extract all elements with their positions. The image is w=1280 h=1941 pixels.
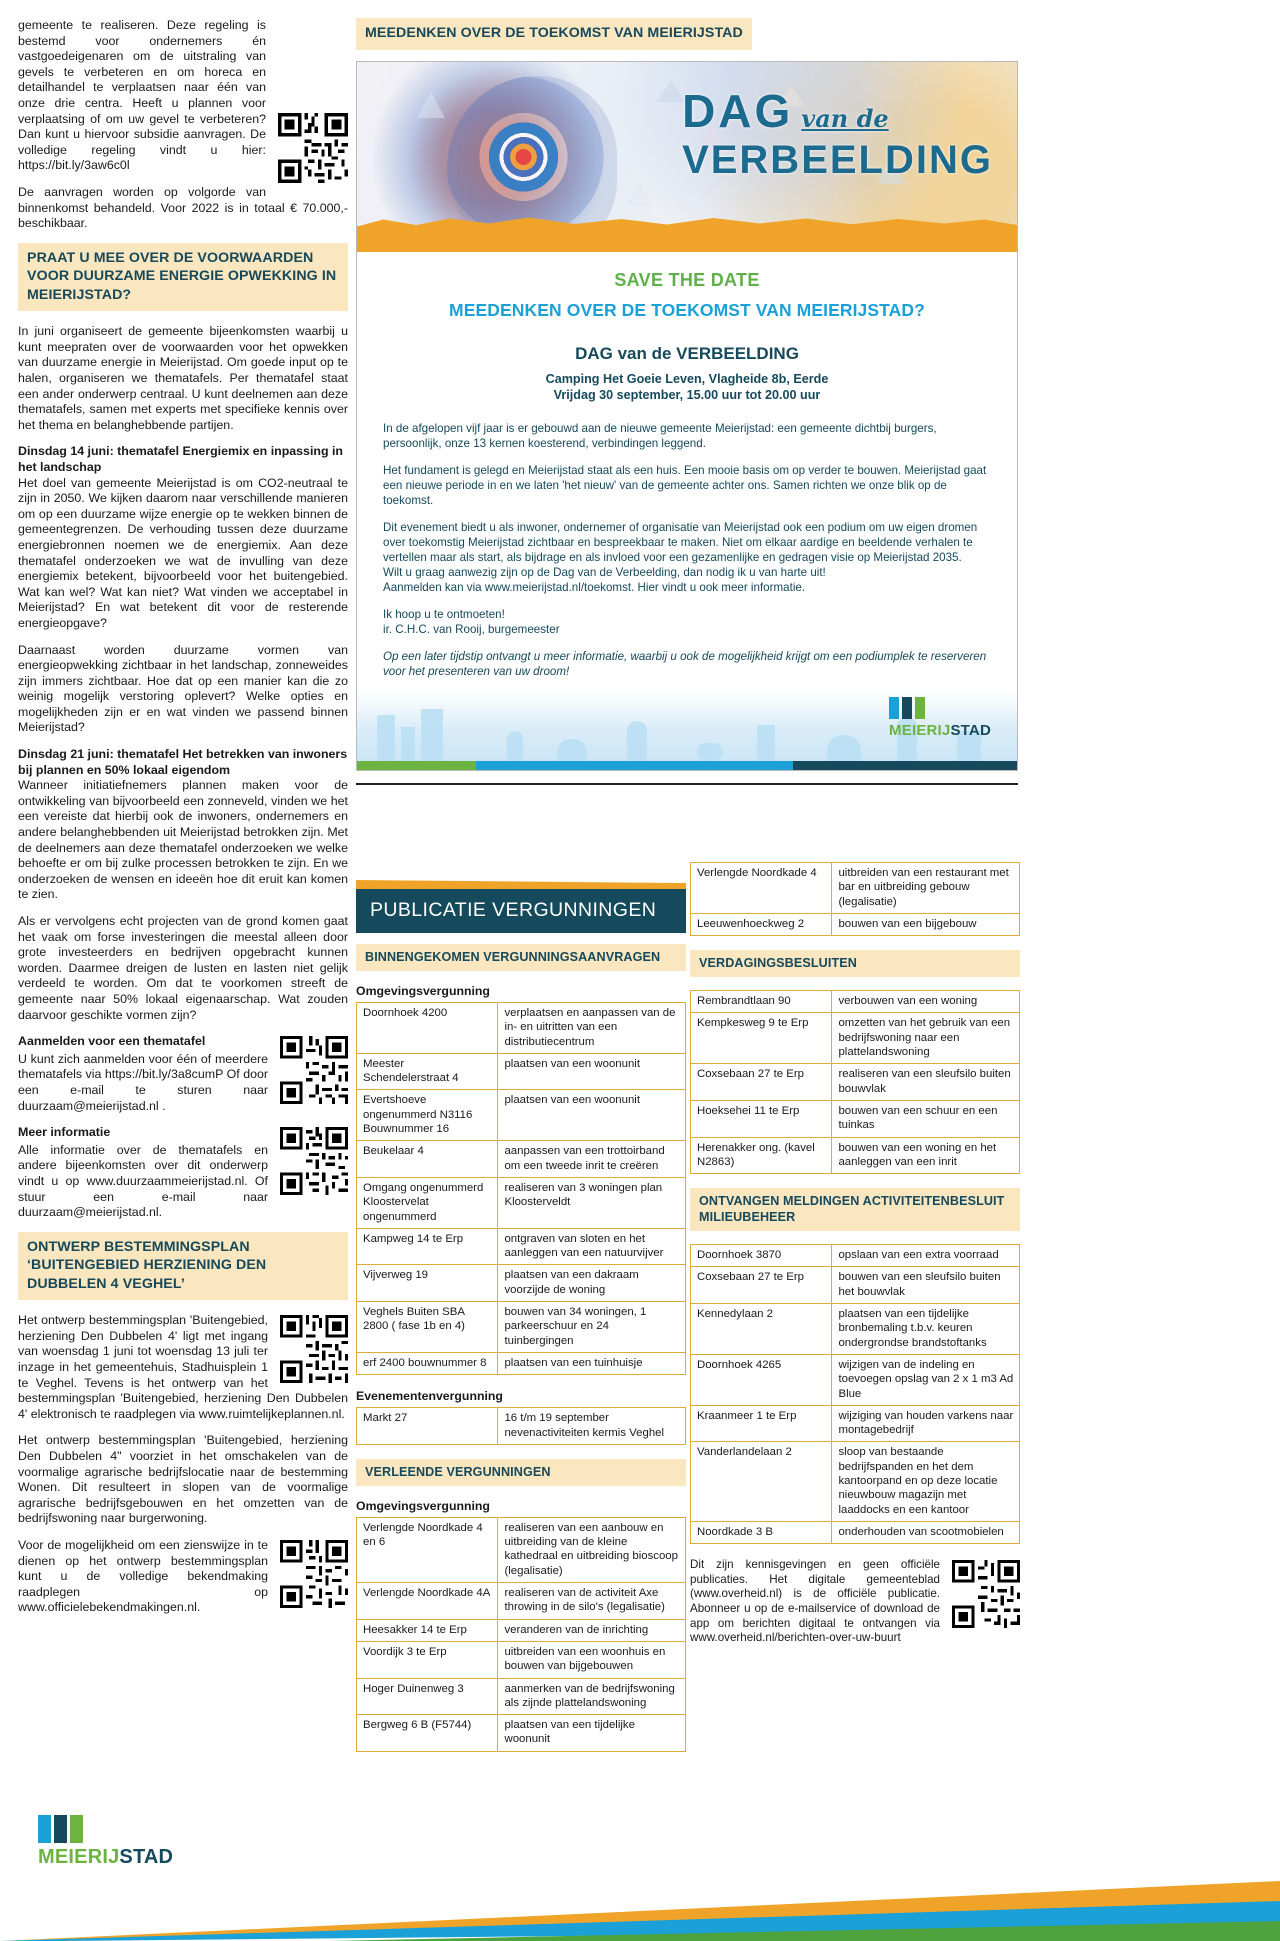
permit-description: bouwen van 34 woningen, 1 parkeerschuur en 24 tuinbergingen bbox=[498, 1302, 686, 1353]
group-label-omgevingsvergunning-2: Omgevingsvergunning bbox=[356, 1498, 490, 1513]
permit-location: Verlengde Noordkade 4 bbox=[691, 863, 832, 914]
permit-description: uitbreiden van een woonhuis en bouwen van bijgebouwen bbox=[498, 1641, 686, 1678]
permit-location: Rembrandtlaan 90 bbox=[691, 991, 832, 1013]
energy-sub1-paragraph-2: Daarnaast worden duurzame vormen van energieopwekking zichtbaar in het landschap, zonneweides zijn immers zichtbaar. Hoe dat op een manier kan die zo weinig mogelijk verstoring oplevert? Welke opties en mogelijkheden zijn er en wat vinden we passend binnen Meierijstad? bbox=[18, 642, 348, 735]
permit-location: Hoeksehei 11 te Erp bbox=[691, 1100, 832, 1137]
permit-description: plaatsen van een woonunit bbox=[498, 1053, 686, 1090]
table-body-evenementen bbox=[357, 1408, 686, 1445]
table-body-meldingen bbox=[691, 1245, 1020, 1544]
poster-signature: ir. C.H.C. van Rooij, burgemeester bbox=[383, 622, 560, 636]
poster-paragraph-2: Het fundament is gelegd en Meierijstad staat als een huis. Een mooie basis om op verder te bouwen. Meierijstad gaat een nieuwe periode in en we laten 'het nieuw' van de gemeente achter ons. Samen richten we onze blik op de toekomst. bbox=[383, 463, 987, 507]
table-row bbox=[691, 1064, 1020, 1101]
permit-location: Doornhoek 3870 bbox=[691, 1245, 832, 1267]
orange-band bbox=[357, 226, 1017, 252]
permit-location: Meester Schendelerstraat 4 bbox=[357, 1053, 498, 1090]
permit-description: aanmerken van de bedrijfswoning als zijnde plattelandswoning bbox=[498, 1678, 686, 1715]
table-event-permits bbox=[356, 1407, 686, 1445]
poster-artwork bbox=[357, 62, 1017, 252]
heading-verdagingsbesluiten: VERDAGINGSBESLUITEN bbox=[690, 950, 1020, 977]
signup-text: U kunt zich aanmelden voor één of meerdere thematafels via https://bit.ly/3a8cumP Of door een e-mail te sturen naar duurzaam@meierijstad.nl . bbox=[18, 1051, 268, 1113]
poster-event-name: DAG van de VERBEELDING bbox=[575, 343, 799, 363]
intro-paragraph-1: gemeente te realiseren. Deze regeling is bestemd voor ondernemers én vastgoedeigenaren om de uitstraling van gevels te verbeteren en om horeca en detailhandel te verplaatsen naar één van onze drie centra. Heeft u plannen voor verplaatsing of om uw gevel te verbeteren? Dan kunt u hiervoor subsidie aanvragen. De volledige regeling vindt u hier: https://bit.ly/3aw6c0l bbox=[18, 18, 266, 173]
energy-sub2-paragraph-1: Wanneer initiatiefnemers plannen maken voor de ontwikkeling van bijvoorbeeld een zonneveld, vinden we het een vereiste dat hierbij ook de inwoners, ondernemers en andere belanghebbenden uit Meierijstad betrokken zijn. Met de deelnemers aan deze thematafel onderzoeken we welke behoefte er om bij zulke processen betrokken te zijn. En we onderzoeken de wensen en ideeën hoe dit eruit kan komen te zien. bbox=[18, 778, 348, 902]
permit-location: Noordkade 3 B bbox=[691, 1521, 832, 1543]
table-row bbox=[691, 1304, 1020, 1355]
poster-paragraph-3: Dit evenement biedt u als inwoner, ondernemer of organisatie van Meierijstad ook een podium om uw eigen dromen over toekomstig Meierijstad zichtbaar en bespreekbaar te maken. Niet om elkaar aardige en beeldende verhalen te vertellen maar als start, als bijdrage en als invloed voor een gezamenlijke en gedragen visie op Meierijstad 2035. bbox=[383, 520, 978, 564]
permit-description: sloop van bestaande bedrijfspanden en het dem kantoorpand en op deze locatie nieuwbouw magazijn met laaddocks en een kantoor bbox=[832, 1442, 1020, 1521]
permit-location: Coxsebaan 27 te Erp bbox=[691, 1064, 832, 1101]
table-row bbox=[357, 1090, 686, 1141]
qr-code-bestemmingsplan[interactable] bbox=[280, 1315, 348, 1383]
official-publication-notice: Dit zijn kennisgevingen en geen officiële publicaties. Het digitale gemeenteblad (www.overheid.nl) is de officiële publicatie. Abonneer u op de e-mailservice of download de app om berichten digitaal te ontvangen via www.overheid.nl/berichten-over-uw-buurt bbox=[690, 1558, 940, 1645]
publicatie-vergunningen-banner bbox=[356, 880, 686, 933]
table-row bbox=[691, 1013, 1020, 1064]
group-label-evenementenvergunning: Evenementenvergunning bbox=[356, 1389, 503, 1404]
poster-paragraph-4: Wilt u graag aanwezig zijn op de Dag van de Verbeelding, dan nodig ik u van harte uit! bbox=[383, 565, 826, 579]
table-row bbox=[691, 1137, 1020, 1174]
footer-logo-bars-icon bbox=[38, 1815, 173, 1843]
table-row bbox=[357, 1053, 686, 1090]
table-row bbox=[691, 1405, 1020, 1442]
permit-location: Herenakker ong. (kavel N2863) bbox=[691, 1137, 832, 1174]
poster-title-vande: van de bbox=[801, 103, 889, 133]
table-row bbox=[357, 1265, 686, 1302]
energy-sub2-paragraph-2: Als er vervolgens echt projecten van de grond komen gaat het vaak om forse investeringen die meestal alleen door grote investeerders en bedrijven opgebracht kunnen worden. Daarmee dreigen de lusten en lasten niet gelijk verdeeld te worden. Om dat te voorkomen streeft de gemeente naar 50% lokaal eigenaarschap. Wat zouden daarvoor geschikte vormen zijn? bbox=[18, 914, 348, 1022]
table-body-verdaging bbox=[691, 991, 1020, 1174]
table-row bbox=[691, 1521, 1020, 1543]
table-row bbox=[691, 863, 1020, 914]
table-row bbox=[357, 1583, 686, 1620]
permit-description: realiseren van 3 woningen plan Kloosterveldt bbox=[498, 1177, 686, 1228]
heading-binnengekomen: BINNENGEKOMEN VERGUNNINGSAANVRAGEN bbox=[356, 944, 686, 971]
poster-location: Camping Het Goeie Leven, Vlagheide 8b, Eerde bbox=[545, 371, 829, 386]
table-row bbox=[357, 1003, 686, 1054]
permit-description: onderhouden van scootmobielen bbox=[832, 1521, 1020, 1543]
permit-location: Coxsebaan 27 te Erp bbox=[691, 1267, 832, 1304]
qr-code-aanmelden[interactable] bbox=[280, 1036, 348, 1104]
table-meldingen bbox=[690, 1244, 1020, 1544]
poster-closing-note: Op een later tijdstip ontvangt u meer informatie, waarbij u ook de mogelijkheid krijgt om een podiumplek te reserveren voor het presenteren van uw droom! bbox=[383, 649, 987, 678]
zoning-paragraph-1: Het ontwerp bestemmingsplan 'Buitengebied, herziening Den Dubbelen 4' ligt met ingang van woensdag 1 juni tot woensdag 13 juli ter inzage in het gemeentehuis, Stadhuisplein 1 te Veghel. Tevens is het ontwerp van het bestemmingsplan 'Buitengebied, herziening Den Dubbelen 4' elektronisch te raadplegen via www.ruimtelijkeplannen.nl. bbox=[18, 1313, 348, 1421]
energy-sub1-paragraph-1: Het doel van gemeente Meierijstad is om CO2-neutraal te zijn in 2050. We kijken daarom naar verschillende manieren om op een duurzame wijze energie op te wekken binnen de gemeentegrenzen. De verhouding tussen deze duurzame energiebronnen noemen we de energiemix. Aan deze thematafel onderzoeken we wat de invulling van deze energiemix betekent, bijvoorbeeld voor het buitengebied. Wat kan wel? Wat kan niet? Wat vinden we acceptabel in Meierijstad? En wat betekent dit voor de resterende energieopgave? bbox=[18, 475, 348, 630]
permit-description: realiseren van een sleufsilo buiten bouwvlak bbox=[832, 1064, 1020, 1101]
permit-location: Evertshoeve ongenummerd N3116 Bouwnummer 16 bbox=[357, 1090, 498, 1141]
permit-description: uitbreiden van een restaurant met bar en uitbreiding gebouw (legalisatie) bbox=[832, 863, 1020, 914]
permit-location: Markt 27 bbox=[357, 1408, 498, 1445]
banner-title: PUBLICATIE VERGUNNINGEN bbox=[356, 889, 686, 933]
permit-location: Doornhoek 4265 bbox=[691, 1354, 832, 1405]
permit-description: 16 t/m 19 september nevenactiviteiten kermis Veghel bbox=[498, 1408, 686, 1445]
permit-location: Heesakker 14 te Erp bbox=[357, 1619, 498, 1641]
permit-location: Hoger Duinenweg 3 bbox=[357, 1678, 498, 1715]
permit-location: Leeuwenhoeckweg 2 bbox=[691, 913, 832, 935]
qr-code-overheid[interactable] bbox=[952, 1560, 1020, 1628]
qr-code-gevelfonds[interactable] bbox=[278, 113, 348, 183]
footer-color-stripes bbox=[0, 1851, 1280, 1941]
permit-description: plaatsen van een woonunit bbox=[498, 1090, 686, 1141]
permit-location: Voordijk 3 te Erp bbox=[357, 1641, 498, 1678]
table-row bbox=[691, 1100, 1020, 1137]
permit-description: ontgraven van sloten en het aanleggen van een natuurvijver bbox=[498, 1228, 686, 1265]
permit-description: verplaatsen en aanpassen van de in- en uitritten van een distributiecentrum bbox=[498, 1003, 686, 1054]
poster-column bbox=[356, 18, 1018, 785]
table-row bbox=[691, 1267, 1020, 1304]
heading-verleende-vergunningen: VERLEENDE VERGUNNINGEN bbox=[356, 1459, 686, 1486]
event-poster bbox=[356, 61, 1018, 771]
poster-title-verbeelding: VERBEELDING bbox=[682, 137, 993, 182]
permit-location: Kempkesweg 9 te Erp bbox=[691, 1013, 832, 1064]
permit-description: bouwen van een bijgebouw bbox=[832, 913, 1020, 935]
heading-ontvangen-meldingen: ONTVANGEN MELDINGEN ACTIVITEITENBESLUIT MILIEUBEHEER bbox=[690, 1188, 1020, 1231]
poster-datetime: Vrijdag 30 september, 15.00 uur tot 20.00 uur bbox=[553, 387, 821, 402]
poster-title-dag: DAG bbox=[682, 84, 794, 137]
table-row bbox=[357, 1715, 686, 1752]
table-row bbox=[357, 1302, 686, 1353]
table-body-granted bbox=[357, 1517, 686, 1751]
poster-location-datetime bbox=[383, 371, 991, 403]
poster-paragraph-5: Aanmelden kan via www.meierijstad.nl/toekomst. Hier vindt u ook meer informatie. bbox=[383, 580, 806, 594]
permit-description: wijzigen van de indeling en toevoegen opslag van 2 x 1 m3 Ad Blue bbox=[832, 1354, 1020, 1405]
permit-location: Veghels Buiten SBA 2800 ( fase 1b en 4) bbox=[357, 1302, 498, 1353]
permit-location: Vijverweg 19 bbox=[357, 1265, 498, 1302]
intro-paragraph-2: De aanvragen worden op volgorde van binnenkomst behandeld. Voor 2022 is in totaal € 70.000,- beschikbaar. bbox=[18, 184, 348, 231]
heading-energy-section: PRAAT U MEE OVER DE VOORWAARDEN VOOR DUURZAME ENERGIE OPWEKKING IN MEIERIJSTAD? bbox=[18, 243, 348, 312]
table-verdagingsbesluiten bbox=[690, 990, 1020, 1174]
poster-subtitle: MEEDENKEN OVER DE TOEKOMST VAN MEIERIJSTAD? bbox=[449, 299, 925, 320]
permit-description: plaatsen van een tijdelijke bronbemaling t.b.v. keuren ondergrondse brandstoftanks bbox=[832, 1304, 1020, 1355]
table-row bbox=[691, 991, 1020, 1013]
logo-wordmark: MEIERIJSTAD bbox=[889, 721, 991, 739]
permit-location: Kampweg 14 te Erp bbox=[357, 1228, 498, 1265]
permit-location: Doornhoek 4200 bbox=[357, 1003, 498, 1054]
footer-logo-wordmark: MEIERIJSTAD bbox=[38, 1846, 174, 1868]
poster-paragraph-1: In de afgelopen vijf jaar is er gebouwd aan de nieuwe gemeente Meierijstad: een gemeente dichtbij burgers, persoonlijk, onze 13 kernen koesterend, verbindingen leggend. bbox=[383, 421, 937, 450]
banner-orange-slant bbox=[356, 880, 686, 889]
heading-zoning-plan: ONTWERP BESTEMMINGSPLAN ‘BUITENGEBIED HERZIENING DEN DUBBELEN 4 VEGHEL’ bbox=[18, 1232, 348, 1301]
poster-paragraph-6: Ik hoop u te ontmoeten! bbox=[383, 607, 505, 621]
meierijstad-logo-poster bbox=[889, 697, 991, 739]
permit-description: plaatsen van een tijdelijke woonunit bbox=[498, 1715, 686, 1752]
table-row bbox=[691, 1354, 1020, 1405]
permit-location: Kennedylaan 2 bbox=[691, 1304, 832, 1355]
table-granted-permits bbox=[356, 1517, 686, 1752]
group-label-omgevingsvergunning: Omgevingsvergunning bbox=[356, 984, 490, 998]
table-row bbox=[357, 1177, 686, 1228]
qr-code-meer-informatie[interactable] bbox=[280, 1127, 348, 1195]
zoning-paragraph-2: Het ontwerp bestemmingsplan 'Buitengebied, herziening Den Dubbelen 4" voorziet in het omschakelen van de voormalige agrarische bedrijfslocatie naar de bestemming Wonen. Dit resulteert in slopen van de voormalige agrarische bedrijfsgebouwen en het omzetten van de bedrijfswoning naar burgerwoning. bbox=[18, 1433, 348, 1526]
permit-description: wijziging van houden varkens naar montagebedrijf bbox=[832, 1405, 1020, 1442]
signup-heading: Aanmelden voor een thematafel bbox=[18, 1034, 206, 1049]
permit-description: bouwen van een schuur en een tuinkas bbox=[832, 1100, 1020, 1137]
poster-footer-colorbar bbox=[357, 761, 1017, 770]
poster-skyline-illustration bbox=[357, 691, 1017, 761]
right-column-permits bbox=[690, 862, 1020, 1646]
table-row bbox=[691, 913, 1020, 935]
qr-code-zienswijze[interactable] bbox=[280, 1540, 348, 1608]
more-info-heading: Meer informatie bbox=[18, 1125, 111, 1140]
poster-text-body bbox=[357, 252, 1017, 679]
permit-location: erf 2400 bouwnummer 8 bbox=[357, 1352, 498, 1374]
permit-location: Bergweg 6 B (F5744) bbox=[357, 1715, 498, 1752]
permit-location: Vanderlandelaan 2 bbox=[691, 1442, 832, 1521]
permit-description: omzetten van het gebruik van een bedrijfswoning naar een plattelandswoning bbox=[832, 1013, 1020, 1064]
energy-sub2-heading: Dinsdag 21 juni: thematafel Het betrekken van inwoners bij plannen en 50% lokaal eigendom bbox=[18, 747, 348, 777]
permit-description: bouwen van een sleufsilo buiten het bouwvlak bbox=[832, 1267, 1020, 1304]
permit-description: verbouwen van een woning bbox=[832, 991, 1020, 1013]
table-body-granted-right bbox=[691, 863, 1020, 936]
permit-location: Verlengde Noordkade 4A bbox=[357, 1583, 498, 1620]
left-column bbox=[18, 18, 348, 1627]
permit-description: veranderen van de inrichting bbox=[498, 1619, 686, 1641]
middle-column-permits bbox=[356, 880, 686, 1766]
table-row bbox=[357, 1678, 686, 1715]
poster-top-heading: MEEDENKEN OVER DE TOEKOMST VAN MEIERIJSTAD bbox=[356, 18, 752, 50]
table-row bbox=[357, 1408, 686, 1445]
table-row bbox=[691, 1442, 1020, 1521]
energy-sub1-heading: Dinsdag 14 juni: thematafel Energiemix en inpassing in het landschap bbox=[18, 444, 343, 474]
table-row bbox=[357, 1352, 686, 1374]
zoning-paragraph-3: Voor de mogelijkheid om een zienswijze in te dienen op het ontwerp bestemmingsplan kunt u de volledige bekendmaking raadplegen op www.officielebekendmakingen.nl. bbox=[18, 1537, 268, 1615]
table-row bbox=[357, 1641, 686, 1678]
table-row bbox=[357, 1619, 686, 1641]
permit-description: plaatsen van een tuinhuisje bbox=[498, 1352, 686, 1374]
permit-description: opslaan van een extra voorraad bbox=[832, 1245, 1020, 1267]
permit-location: Omgang ongenummerd Kloostervelat ongenummerd bbox=[357, 1177, 498, 1228]
table-row bbox=[357, 1228, 686, 1265]
table-granted-permits-continued bbox=[690, 862, 1020, 936]
permit-location: Kraanmeer 1 te Erp bbox=[691, 1405, 832, 1442]
permit-description: aanpassen van een trottoirband om een tweede inrit te creëren bbox=[498, 1141, 686, 1178]
permit-location: Verlengde Noordkade 4 en 6 bbox=[357, 1517, 498, 1582]
table-body-incoming bbox=[357, 1003, 686, 1375]
permit-description: plaatsen van een dakraam voorzijde de woning bbox=[498, 1265, 686, 1302]
table-row bbox=[357, 1141, 686, 1178]
permit-location: Beukelaar 4 bbox=[357, 1141, 498, 1178]
more-info-text: Alle informatie over de thematafels en andere bijeenkomsten over dit onderwerp vindt u op www.duurzaammeierijstad.nl. Of stuur een e-mail naar duurzaam@meierijstad.nl. bbox=[18, 1142, 268, 1220]
permit-description: realiseren van een aanbouw en uitbreiding van de kleine kathedraal en uitbreiding bioscoop (legalisatie) bbox=[498, 1517, 686, 1582]
permit-description: bouwen van een woning en het aanleggen van een inrit bbox=[832, 1137, 1020, 1174]
section-divider bbox=[356, 783, 1018, 785]
table-incoming-permits bbox=[356, 1002, 686, 1375]
poster-art-title bbox=[682, 84, 993, 182]
energy-paragraph-1: In juni organiseert de gemeente bijeenkomsten waarbij u kunt meepraten over de voorwaarden voor het opwekken van duurzame energie in Meierijstad. Om goede input op te halen, organiseren we thematafels. Per thematafel staat een ander onderwerp centraal. U kunt deelnemen aan deze thematafels, samen met experts met specifieke kennis over het thema en belanghebbende partijen. bbox=[18, 324, 348, 432]
table-row bbox=[357, 1517, 686, 1582]
permit-description: realiseren van de activiteit Axe throwing in de silo's (legalisatie) bbox=[498, 1583, 686, 1620]
logo-bars-icon bbox=[889, 697, 991, 719]
table-row bbox=[691, 1245, 1020, 1267]
save-the-date-label: SAVE THE DATE bbox=[614, 269, 760, 290]
